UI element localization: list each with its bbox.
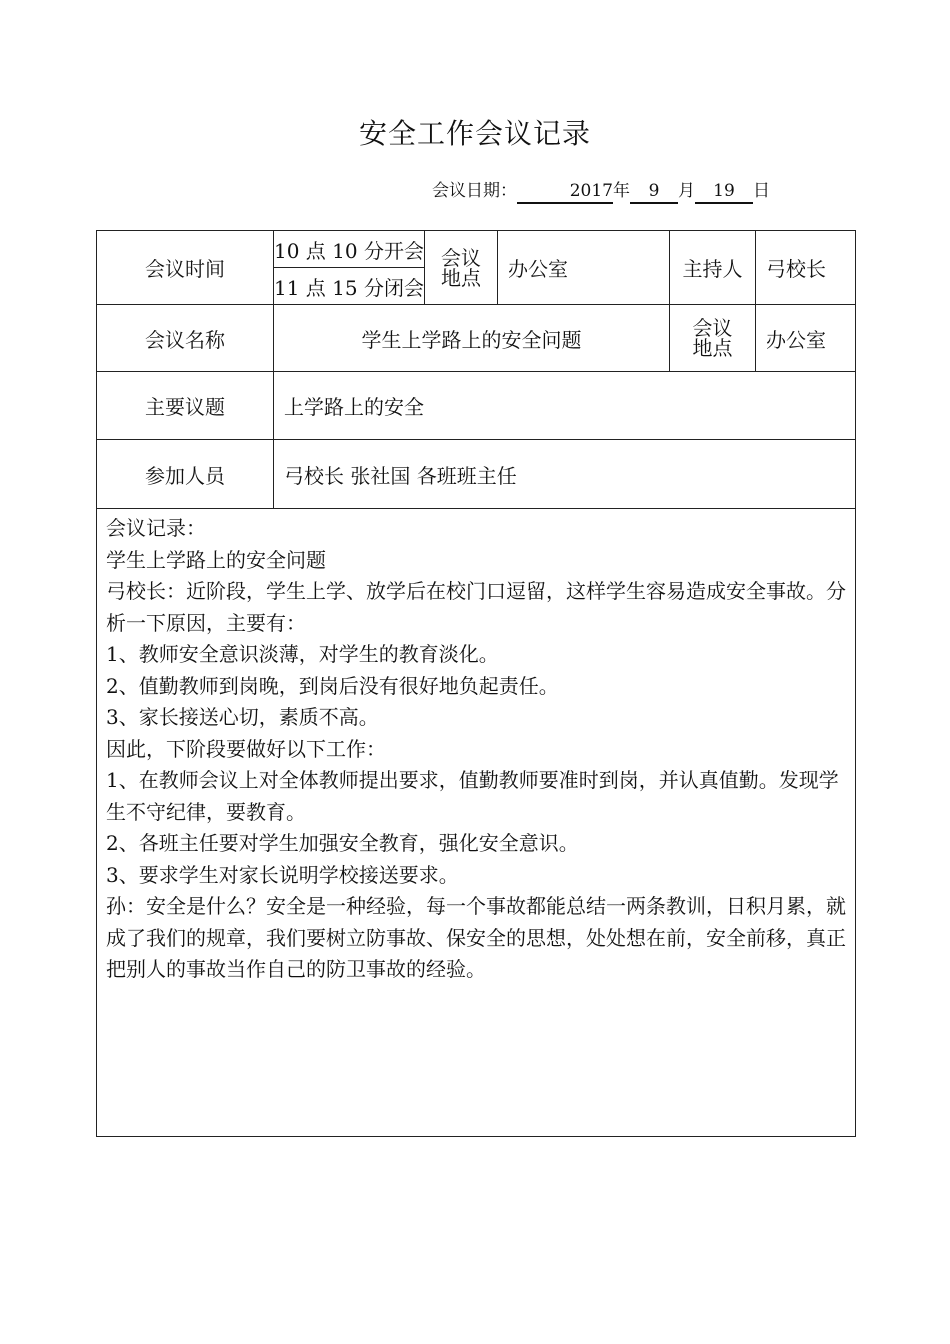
meeting-date — [432, 176, 770, 204]
date-month-unit: 月 — [678, 181, 695, 201]
notes-line: 3、要求学生对家长说明学校接送要求。 — [106, 862, 459, 887]
page-title: 安全工作会议记录 — [358, 117, 591, 150]
meeting-location2: 办公室 — [756, 305, 856, 372]
meeting-end-time: 11 点 15 分闭会 — [274, 268, 425, 305]
date-month: 9 — [630, 180, 678, 204]
notes-line: 2、值勤教师到岗晚，到岗后没有很好地负起责任。 — [106, 673, 559, 698]
attendees: 弓校长 张社国 各班班主任 — [274, 440, 856, 509]
host-label: 主持人 — [670, 231, 756, 305]
meeting-location-label-line2: 地点 — [441, 265, 481, 290]
meeting-location2-label — [670, 305, 756, 372]
notes-line: 弓校长：近阶段，学生上学、放学后在校门口逗留，这样学生容易造成安全事故。分析一下原因，主要有： — [106, 579, 846, 635]
notes-line: 3、家长接送心切，素质不高。 — [106, 705, 379, 729]
attendees-label: 参加人员 — [97, 440, 274, 509]
meeting-name-label: 会议名称 — [97, 305, 274, 372]
meeting-notes — [97, 509, 856, 1137]
notes-line: 学生上学路上的安全问题 — [106, 547, 326, 572]
meeting-location: 办公室 — [498, 231, 670, 305]
notes-line: 孙：安全是什么？安全是一种经验，每一个事故都能总结一两条教训，日积月累，就成了我们的规章，我们要树立防事故、保安全的思想，处处想在前，安全前移，真正把别人的事故当作自己的防卫事故的经验。 — [106, 894, 846, 981]
date-label: 会议日期： — [432, 181, 517, 201]
main-topic-label: 主要议题 — [97, 372, 274, 440]
meeting-time-label: 会议时间 — [97, 231, 274, 305]
notes-line: 2、各班主任要对学生加强安全教育，强化安全意识。 — [106, 831, 579, 855]
meeting-location2-label-line2: 地点 — [692, 336, 733, 360]
meeting-location2-label-line1: 会议 — [692, 316, 733, 340]
notes-line: 1、教师安全意识淡薄，对学生的教育淡化。 — [106, 642, 499, 666]
notes-line: 1、在教师会议上对全体教师提出要求，值勤教师要准时到岗，并认真值勤。发现学生不守纪律，要教育。 — [106, 768, 839, 824]
date-year-unit: 年 — [613, 181, 630, 201]
host-name: 弓校长 — [756, 231, 856, 305]
date-year: 2017 — [517, 180, 613, 204]
meeting-location-label — [425, 231, 498, 305]
date-day-unit: 日 — [753, 181, 770, 201]
notes-line: 会议记录： — [106, 516, 206, 540]
notes-line: 因此，下阶段要做好以下工作： — [106, 736, 386, 761]
date-day: 19 — [695, 180, 753, 204]
meeting-name: 学生上学路上的安全问题 — [274, 305, 670, 372]
main-topic: 上学路上的安全 — [274, 372, 856, 440]
meeting-start-time: 10 点 10 分开会 — [274, 231, 425, 268]
meeting-record-table — [96, 230, 856, 1137]
meeting-location-label-line1: 会议 — [441, 245, 481, 270]
